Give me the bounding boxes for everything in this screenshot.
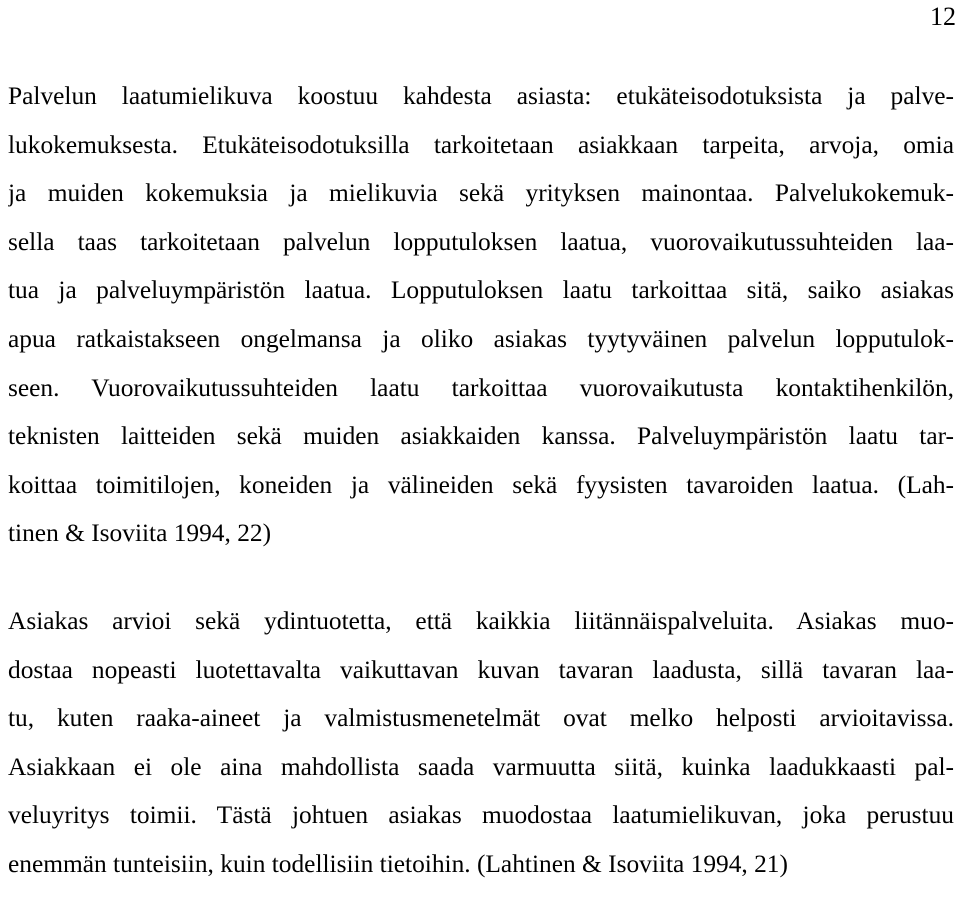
- paragraph-line: tu, kuten raaka-aineet ja valmistusmenetelmät ovat melko helposti arvioitavissa.: [8, 706, 954, 733]
- paragraph-line: tua ja palveluympäristön laatua. Lopputuloksen laatu tarkoittaa sitä, saiko asiakas: [8, 278, 954, 305]
- paragraph-line: tinen & Isoviita 1994, 22): [8, 519, 272, 548]
- paragraph-line: sella taas tarkoitetaan palvelun lopputuloksen laatua, vuorovaikutussuhteiden laa-: [8, 229, 954, 256]
- paragraph-line: dostaa nopeasti luotettavalta vaikuttavan kuvan tavaran laadusta, sillä tavaran laa-: [8, 657, 954, 684]
- page-number: 12: [930, 2, 956, 31]
- paragraph-line: lukokemuksesta. Etukäteisodotuksilla tarkoitetaan asiakkaan tarpeita, arvoja, omia: [8, 132, 954, 159]
- paragraph-line: Palvelun laatumielikuva koostuu kahdesta asiasta: etukäteisodotuksista ja palve-: [8, 84, 954, 110]
- paragraph-line: ja muiden kokemuksia ja mielikuvia sekä yrityksen mainontaa. Palvelukokemuk-: [8, 181, 954, 208]
- paragraph-line: Asiakas arvioi sekä ydintuotetta, että kaikkia liitännäispalveluita. Asiakas muo-: [8, 609, 954, 635]
- paragraph-line: enemmän tunteisiin, kuin todellisiin tietoihin. (Lahtinen & Isoviita 1994, 21): [8, 849, 788, 878]
- body-paragraph: [8, 84, 954, 570]
- paragraph-line: Asiakkaan ei ole aina mahdollista saada varmuutta siitä, kuinka laadukkaasti pal-: [8, 754, 954, 781]
- paragraph-line: seen. Vuorovaikutussuhteiden laatu tarkoittaa vuorovaikutusta kontaktihenkilön,: [8, 375, 954, 402]
- paragraph-line: teknisten laitteiden sekä muiden asiakkaiden kanssa. Palveluympäristön laatu tar-: [8, 424, 954, 451]
- paragraph-line: koittaa toimitilojen, koneiden ja välineiden sekä fyysisten tavaroiden laatua. (Lah-: [8, 472, 954, 499]
- body-paragraph: [8, 609, 954, 901]
- paragraph-line: veluyritys toimii. Tästä johtuen asiakas muodostaa laatumielikuvan, joka perustuu: [8, 803, 954, 830]
- paragraph-line: apua ratkaistakseen ongelmansa ja oliko asiakas tyytyväinen palvelun lopputulok-: [8, 326, 954, 353]
